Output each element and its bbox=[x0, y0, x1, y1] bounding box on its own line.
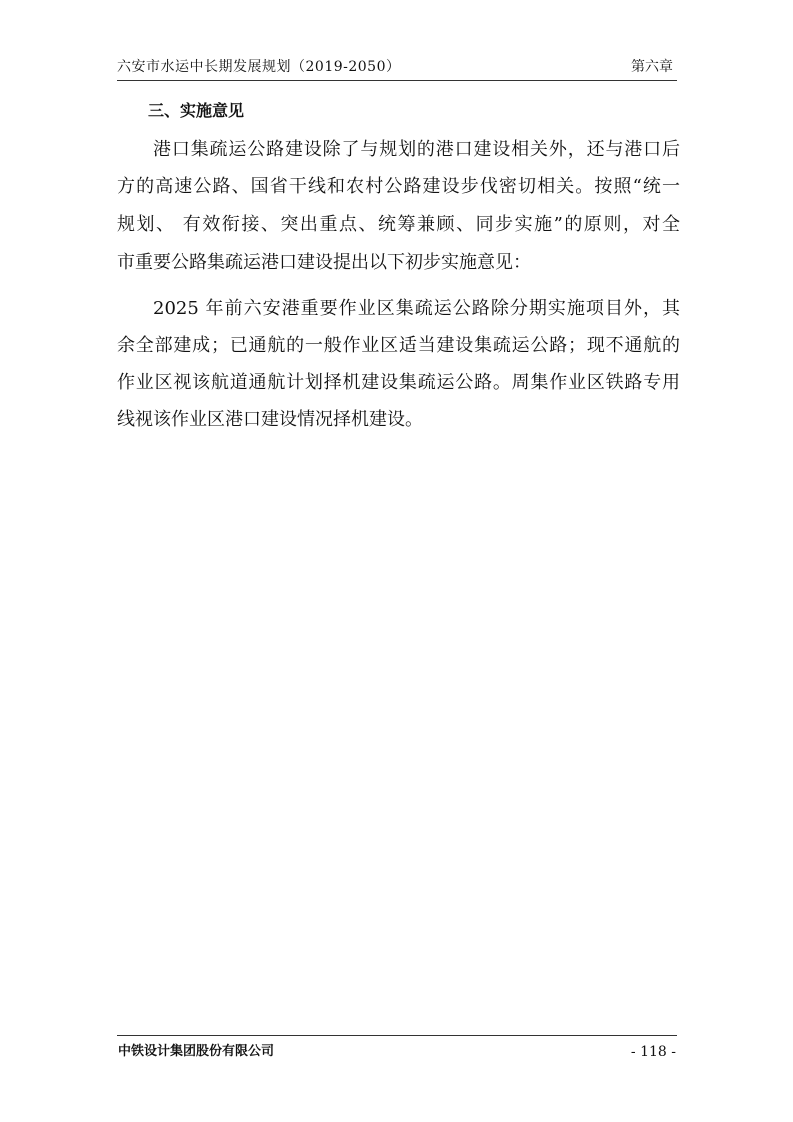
page-number: - 118 - bbox=[630, 1044, 676, 1060]
paragraph-line: 方的高速公路、国省干线和农村公路建设步伐密切相关。按照“统一 bbox=[117, 176, 680, 197]
page-header bbox=[117, 56, 677, 76]
paragraph-line: 港口集疏运公路建设除了与规划的港口建设相关外，还与港口后 bbox=[153, 139, 680, 160]
header-divider bbox=[117, 80, 677, 81]
company-name: 中铁设计集团股份有限公司 bbox=[118, 1044, 275, 1059]
section-heading: 三、实施意见 bbox=[148, 101, 245, 120]
paragraph-line: 2025 年前六安港重要作业区集疏运公路除分期实施项目外，其 bbox=[153, 298, 680, 319]
footer-divider bbox=[117, 1035, 677, 1036]
paragraph-line: 规划、 有效衔接、突出重点、统筹兼顾、同步实施”的原则，对全 bbox=[117, 214, 680, 235]
paragraph-line: 作业区视该航道通航计划择机建设集疏运公路。周集作业区铁路专用 bbox=[117, 372, 680, 393]
document-title: 六安市水运中长期发展规划（2019-2050） bbox=[117, 59, 401, 75]
chapter-label: 第六章 bbox=[631, 59, 673, 75]
paragraph-line: 线视该作业区港口建设情况择机建设。 bbox=[117, 409, 423, 430]
paragraph-line: 市重要公路集疏运港口建设提出以下初步实施意见： bbox=[117, 252, 531, 273]
paragraph-line: 余全部建成；已通航的一般作业区适当建设集疏运公路；现不通航的 bbox=[117, 335, 680, 356]
